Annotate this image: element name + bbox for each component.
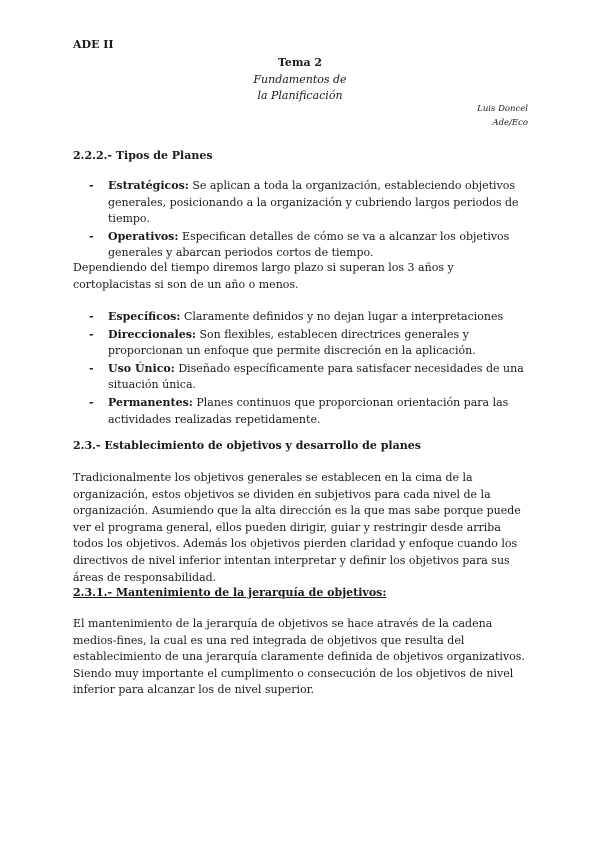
author-name: Luis Doncel — [477, 104, 528, 114]
paragraph: El mantenimiento de la jerarquía de objetivos se hace através de la cadena medios-fines, la cual es una red integrada de objetivos que resulta del establecimiento de una jerarquía claramente definida de objetivos organizativos. Siendo muy importante el cumplimento o consecución de los objetivos de nivel inferior para alcanzar los de nivel superior. — [73, 617, 525, 697]
list-text: Se aplican a toda la organización, estableciendo objetivos generales, posicionando a la organización y cubriendo largos periodos de tiempo. — [108, 179, 519, 226]
list-dash: - — [89, 361, 94, 375]
list-text: Diseñado específicamente para satisfacer necesidades de una situación única. — [108, 361, 524, 392]
list-dash: - — [89, 395, 94, 409]
course-label: ADE II — [73, 38, 114, 51]
list-text: Especifican detalles de cómo se va a alcanzar los objetivos generales y abarcan periodos cortos de tiempo. — [108, 229, 510, 260]
list-text: Planes continuos que proporcionan orientación para las actividades realizadas repetidamente. — [108, 395, 509, 426]
list-item — [89, 309, 537, 326]
list-item — [89, 361, 537, 394]
list-term: Específicos: — [108, 310, 181, 323]
list-dash: - — [89, 327, 94, 341]
author-block — [477, 102, 528, 130]
list-text: Claramente definidos y no dejan lugar a interpretaciones — [183, 310, 504, 323]
topic-subtitle — [0, 72, 600, 104]
list-dash: - — [89, 310, 94, 323]
paragraph: Dependiendo del tiempo diremos largo plazo si superan los 3 años y cortoplacistas si son de un año o menos. — [73, 261, 454, 291]
list-item — [89, 327, 537, 360]
section-heading: 2.2.2.- Tipos de Planes — [73, 149, 213, 162]
section-heading: 2.3.1.- Mantenimiento de la jerarquía de objetivos: — [73, 586, 387, 599]
list-dash: - — [89, 229, 94, 243]
list-term: Permanentes: — [108, 395, 193, 409]
list-term: Estratégicos: — [108, 179, 189, 192]
list-dash: - — [89, 179, 94, 192]
subtitle-line: Fundamentos de — [253, 73, 347, 86]
list-item — [89, 395, 537, 428]
paragraph: Tradicionalmente los objetivos generales se establecen en la cima de la organización, estos objetivos se dividen en subjetivos para cada nivel de la organización. Asumiendo que la alta dirección es la que mas sabe porque puede ver el programa general, ellos pueden dirigir, guiar y restringir desde arriba todos los objetivos. Además los objetivos pierden claridad y enfoque cuando los directivos de nivel inferior intentan interpretar y definir los objetivos para sus áreas de responsabilidad. — [73, 471, 521, 584]
program-name: Ade/Eco — [492, 118, 528, 128]
list-term: Uso Único: — [108, 361, 175, 375]
list-item — [89, 178, 537, 228]
plan-types-list-b — [89, 309, 537, 429]
list-item — [89, 229, 537, 262]
list-text: Son flexibles, establecen directrices generales y proporcionan un enfoque que permite discreción en la aplicación. — [108, 327, 476, 358]
topic-title: Tema 2 — [277, 56, 323, 69]
subtitle-line: la Planificación — [257, 89, 343, 102]
section-heading: 2.3.- Establecimiento de objetivos y desarrollo de planes — [73, 439, 421, 452]
plan-types-list-a — [89, 178, 537, 263]
list-term: Direccionales: — [108, 327, 196, 341]
list-term: Operativos: — [108, 229, 179, 243]
